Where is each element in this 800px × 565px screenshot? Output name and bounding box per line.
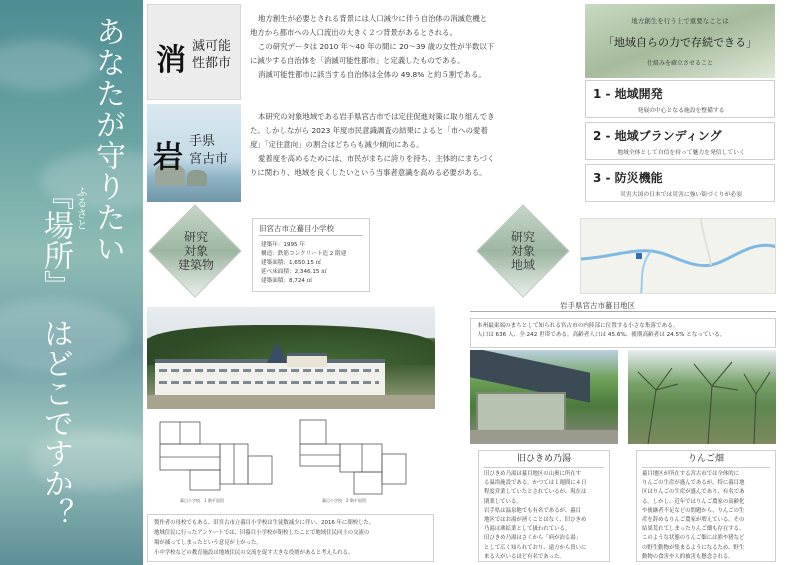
building-specs	[261, 241, 369, 286]
hikime-card	[478, 450, 610, 562]
text-line: 産を辞めるりんご農家が増えている。その	[642, 517, 745, 524]
title-banner	[0, 0, 143, 565]
right-header-small: 地方創生を行う上で重要なことは	[631, 17, 729, 25]
right-item-2	[585, 122, 775, 160]
shometsu-title-card	[147, 4, 241, 100]
right-item-desc: 発展の中心となる施設を整備する	[637, 108, 725, 114]
spec-line: 建築年：1995 年	[261, 242, 305, 248]
right-item-title: 2 - 地域ブランディング	[593, 129, 722, 143]
spec-line: 建築面積：1,650.15 ㎡	[261, 260, 322, 266]
map-marker-icon	[636, 253, 642, 259]
floor-plan-2-drawing	[292, 414, 430, 508]
iwate-line: りに関わり、地域を良くしたいという当事者意識を高める必要がある。	[250, 168, 487, 177]
text-line: 旧ひきめ乃湯は蟇目地区の山奥に所在す	[484, 471, 582, 477]
text-line: る。しかし、近年ではりんご農家の高齢化	[642, 498, 745, 505]
ringo-title: りんご畑	[687, 454, 724, 464]
banner-line2: 『場所』	[38, 180, 73, 300]
right-item-1	[585, 80, 775, 118]
banner-line1: あなたが守りたい	[90, 16, 125, 264]
spec-line: 構造：鉄筋コンクリート造 2 階建	[261, 251, 347, 257]
region-map	[580, 218, 776, 294]
right-item-desc: 地域全体として自信を持って魅力を発信していく	[617, 150, 745, 156]
banner-line3: はどこですか？	[38, 318, 73, 528]
plan-caption-2: 蟇目小学校 2 階平面図	[322, 498, 366, 503]
shometsu-line: 地方創生が必要とされる背景には人口減少に伴う自治体の消滅危機と	[258, 14, 488, 23]
shometsu-line: この研究データは 2010 年〜40 年の間に 20〜39 歳の女性が半数以下	[258, 42, 495, 51]
text-line: 地区ではお湯が湧くことはなく、旧ひきめ	[484, 517, 587, 524]
iwate-line: 度」「定住意向」の割合はどちらも減少傾向にある。	[250, 140, 424, 149]
right-item-desc: 災害大国の日本では災害に強い街づくりが必須	[620, 192, 742, 198]
text-line: る温浴施設である。かつては１週間に４日	[484, 480, 587, 487]
floor-plan-2	[292, 414, 430, 508]
region-name: 岩手県宮古市蟇目地区	[560, 301, 635, 310]
text-line: 区はりんごの生産が盛んであり、有名であ	[642, 489, 745, 496]
right-header-main: 「地域自らの力で存続できる」	[603, 36, 757, 49]
iwate-title-card	[147, 104, 241, 202]
shometsu-line: に減少する自治体を「消滅可能性都市」と定義したものである。	[250, 56, 465, 65]
building-name: 旧宮古市立蟇目小学校	[259, 224, 334, 233]
region-desc-line: 本州最東端のまちとして知られる宮古市の内陸部に位置する小さな集落である。	[477, 323, 679, 329]
right-header-photo	[585, 4, 775, 78]
text-line: 結果荒れてしまったりんご畑も存在する。	[642, 526, 745, 533]
plan-caption-1: 蟇目小学校 1 階平面図	[180, 498, 224, 503]
iwate-rest2: 宮古市	[189, 152, 229, 167]
building-spec-card	[252, 218, 370, 292]
shometsu-big-char: 消	[156, 43, 186, 78]
note-line: 場が減ってしまったという意見が上がった。	[154, 540, 262, 546]
region-desc-line: 人口は 636 人、全 242 世帯である。高齢者人口は 45.6%、後期高齢者は 24.5% となっている。	[477, 332, 726, 338]
floor-plan-1-drawing	[150, 414, 288, 508]
spec-line: 延べ床面積：2,346.15 ㎡	[261, 269, 327, 275]
hikime-text	[484, 470, 604, 562]
iwate-big-char: 岩	[153, 140, 183, 175]
text-line: 閉業している。	[484, 498, 522, 505]
spec-line: 建築面積：8,724 ㎡	[261, 278, 313, 284]
shometsu-rest1: 滅可能	[192, 39, 232, 54]
shometsu-text	[250, 12, 580, 82]
floor-plan-1	[150, 414, 288, 508]
building-diamond-label	[166, 230, 226, 272]
right-header-sub: 仕組みを確立させること	[646, 60, 713, 67]
text-line: 旧ひきめ乃湯はさくから「病が治る湯」	[484, 535, 582, 542]
text-line: このような状態のりんご畑には熊や猪など	[642, 535, 745, 542]
iwate-text	[250, 110, 580, 180]
building-note	[147, 514, 434, 562]
hikime-photo	[470, 350, 618, 444]
text-line: として広く知られており、遠方から買いに	[484, 544, 587, 551]
ringo-text	[642, 470, 770, 562]
text-line: 来る人がいるほど有名であった。	[484, 553, 565, 560]
hikime-title: 旧ひきめ乃湯	[516, 454, 571, 464]
iwate-line: た。しかしながら 2023 年度市民意識調査の結果によると「市への愛着	[250, 126, 488, 135]
region-diamond-label	[493, 230, 553, 272]
region-desc	[470, 318, 776, 348]
ringo-card	[636, 450, 776, 562]
ringo-photo	[628, 350, 776, 444]
shometsu-line: 消滅可能性都市に該当する自治体は全体の 49.8% と約５割である。	[258, 70, 486, 79]
label-line: 研究	[510, 230, 535, 244]
banner-ruby: ふるさと	[75, 186, 88, 230]
note-line: 地域住民に行ったアンケートでは、旧蟇目小学校が閉校したことで地域住民同士の交流の	[154, 530, 370, 536]
text-line: 動物の食害や人的被害も懸念される。	[642, 553, 734, 560]
iwate-line: 愛着度を高めるためには、市民がまちに誇りを持ち、主体的にまちづく	[258, 154, 495, 163]
text-line: の野生動物が集まるようになるため、野生	[642, 544, 745, 551]
label-line: 対象	[183, 244, 208, 258]
right-item-3	[585, 164, 775, 202]
shometsu-rest2: 性都市	[192, 56, 232, 71]
note-line: 製作者の母校でもある、旧宮古市立蟇目小学校は生徒数減少に伴い、2016 年に閉校した。	[154, 520, 375, 526]
iwate-rest1: 手県	[189, 134, 216, 149]
school-photo	[147, 307, 435, 409]
right-item-title: 1 - 地域開発	[593, 87, 663, 101]
label-line: 研究	[183, 230, 208, 244]
text-line: りんごの生産が盛んであるが、特に蟇目地	[642, 480, 745, 487]
orchard-drawing	[628, 350, 776, 444]
text-line: 乃湯は沸拡業として扱われている。	[484, 526, 571, 533]
shometsu-line: 地方から都市への人口流出の大きく２つ背景があるとされる。	[250, 28, 457, 37]
iwate-line: 本研究の対象地域である岩手県宮古市では定住促進対策に取り組んでき	[258, 112, 495, 121]
text-line: 蟇目地区が所在する宮古市では全体的に	[642, 471, 740, 477]
map-drawing	[581, 219, 776, 294]
label-line: 対象	[510, 244, 535, 258]
right-item-title: 3 - 防災機能	[593, 171, 663, 185]
text-line: や後継者不足などの問題から、りんごの生	[642, 507, 745, 514]
label-line: 地域	[510, 258, 535, 272]
label-line: 建築物	[177, 258, 214, 272]
text-line: 程度営業していたとされているが、現在は	[484, 489, 587, 496]
note-line: 小中学校などの教育施設は地域住民の交流を促す大きな役割があると考えられる。	[154, 550, 354, 556]
text-line: 岩手県は温泉地でも有名であるが、蟇目	[484, 507, 582, 514]
